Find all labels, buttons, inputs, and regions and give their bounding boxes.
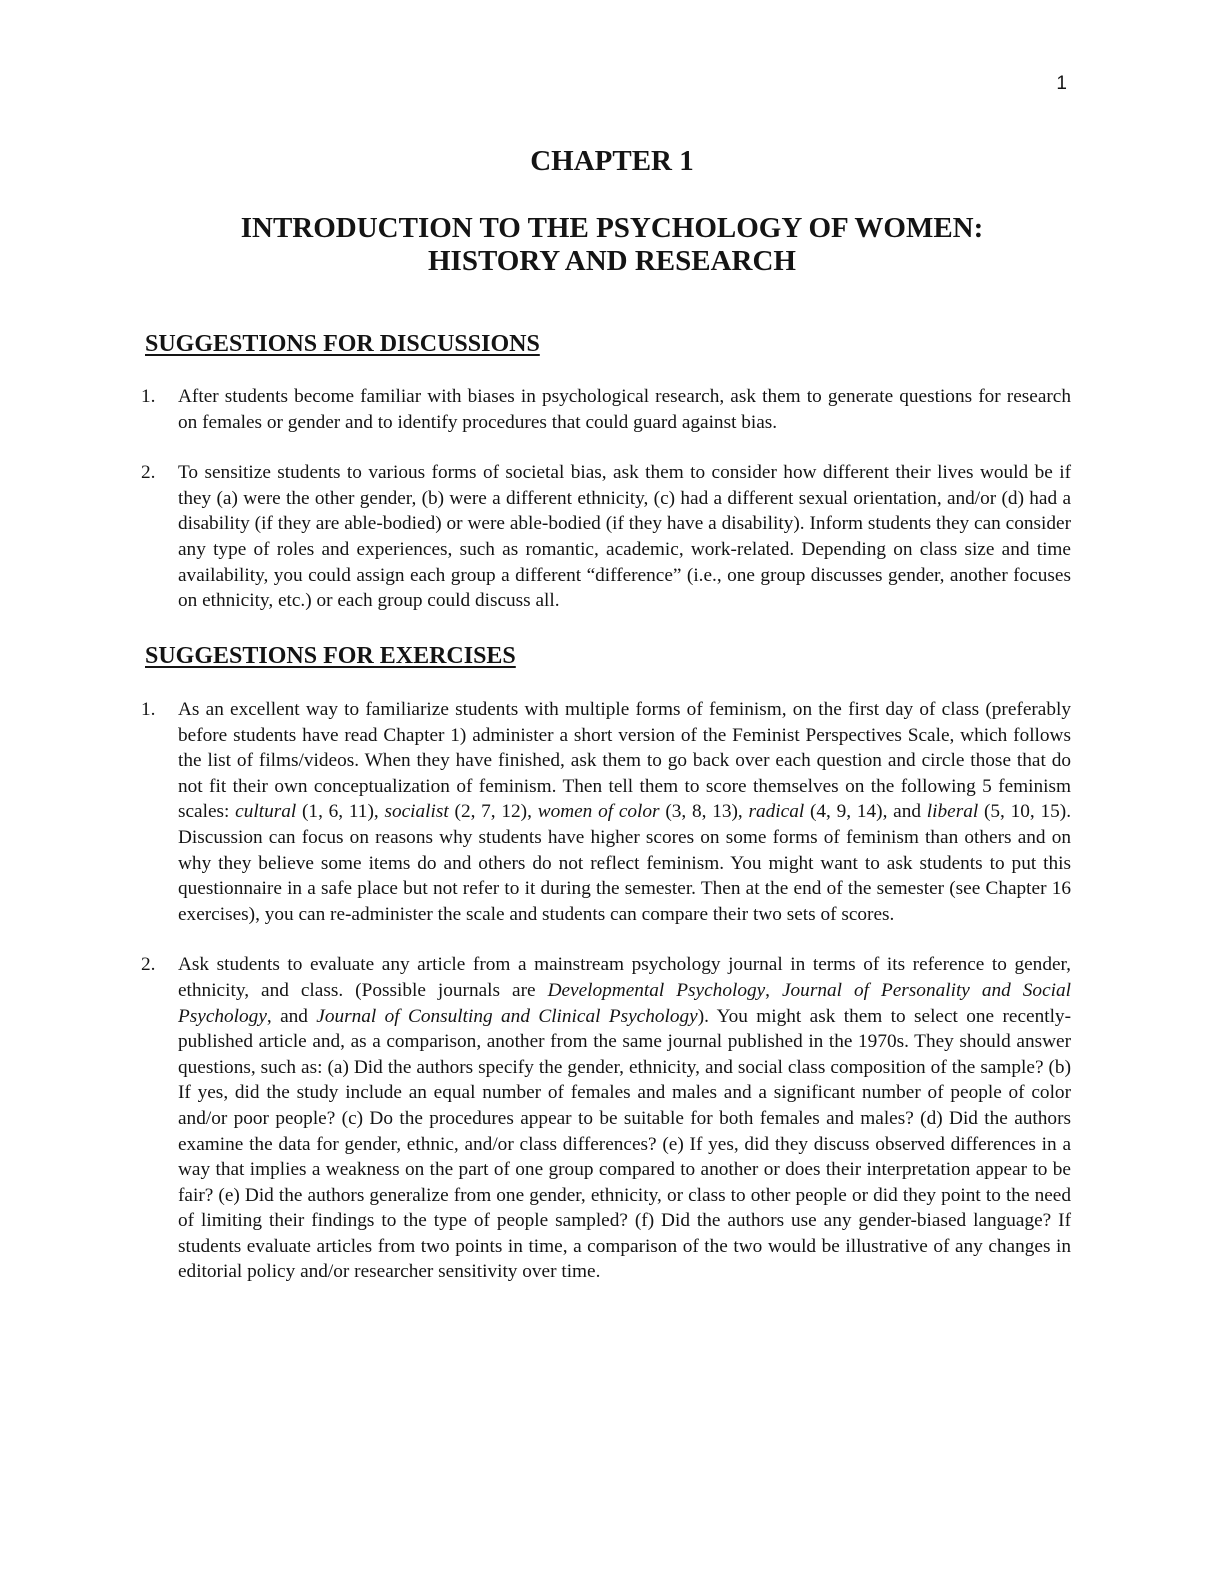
- page-number: 1: [1056, 73, 1067, 94]
- exercises-list: [141, 697, 1071, 1285]
- journal-name: Journal of Personality and Social Psychology: [178, 979, 1071, 1027]
- item-text: Ask students to evaluate any article from a mainstream psychology journal in terms of its reference to gender, ethnicity, and class. (Possible journals are Developmental Psychology, Journal of Personality and Social Psychology, and Journal of Consulting and Clinical Psychology). You might ask them to select one recently-published article and, as a comparison, another from the same journal published in the 1970s. They should answer questions, such as: (a) Did the authors specify the gender, ethnicity, and social class composition of the sample? (b) If yes, did the study include an equal number of females and males and a significant number of people of color and/or poor people? (c) Do the procedures appear to be suitable for both females and males? (d) Did the authors examine the data for gender, ethnic, and/or class differences? (e) If yes, did they discuss observed differences in a way that implies a weakness on the part of one group compared to another or does their interpretation appear to be fair? (e) Did the authors generalize from one gender, ethnicity, or class to other people or did they point to the need of limiting their findings to the type of people sampled? (f) Did the authors use any gender-biased language? If students evaluate articles from two points in time, a comparison of the two would be illustrative of any changes in editorial policy and/or researcher sensitivity over time.: [178, 954, 1071, 1283]
- scale-name: socialist: [384, 801, 449, 823]
- scale-name: women of color: [537, 801, 660, 823]
- scale-name: cultural: [235, 801, 297, 823]
- discussions-list: [141, 384, 1071, 614]
- list-item: [141, 697, 1071, 927]
- item-number: 1.: [141, 386, 156, 407]
- exercises-heading: SUGGESTIONS FOR EXERCISES: [145, 643, 516, 669]
- scale-name: radical: [748, 801, 805, 823]
- item-number: 2.: [141, 462, 156, 484]
- chapter-title: [0, 212, 1224, 278]
- chapter-label: CHAPTER 1: [530, 145, 694, 177]
- scale-name: liberal: [926, 801, 979, 823]
- chapter-title-line-2: HISTORY AND RESEARCH: [427, 245, 796, 277]
- item-text: As an excellent way to familiarize students with multiple forms of feminism, on the first day of class (preferably before students have read Chapter 1) administer a short version of the Feminist Perspectives Scale, which follows the list of films/videos. When they have finished, ask them to go back over each question and circle those that do not fit their own conceptualization of feminism. Then tell them to score themselves on the following 5 feminism scales: cultural (1, 6, 11), socialist (2, 7, 12), women of color (3, 8, 13), radical (4, 9, 14), and liberal (5, 10, 15). Discussion can focus on reasons why students have higher scores on some forms of feminism than others and on why they believe some items do and others do not reflect feminism. You might want to ask students to put this questionnaire in a safe place but not refer to it during the semester. Then at the end of the semester (see Chapter 16 exercises), you can re-administer the scale and students can compare their two sets of scores.: [178, 699, 1072, 925]
- item-text: To sensitize students to various forms of societal bias, ask them to consider how different their lives would be if they (a) were the other gender, (b) were a different ethnicity, (c) had a different sexual orientation, and/or (d) had a disability (if they are able-bodied) or were able-bodied (if they have a disability). Inform students they can consider any type of roles and experiences, such as romantic, academic, work-related. Depending on class size and time availability, you could assign each group a different “difference” (i.e., one group discusses gender, another focuses on ethnicity, etc.) or each group could discuss all.: [178, 462, 1071, 612]
- list-item: [141, 952, 1071, 1285]
- discussions-heading: SUGGESTIONS FOR DISCUSSIONS: [145, 331, 540, 357]
- item-number: 2.: [141, 954, 156, 976]
- journal-name: Journal of Consulting and Clinical Psychology: [316, 1005, 698, 1027]
- chapter-title-line-1: INTRODUCTION TO THE PSYCHOLOGY OF WOMEN:: [240, 212, 984, 244]
- item-text: After students become familiar with biases in psychological research, ask them to generate questions for research on females or gender and to identify procedures that could guard against bias.: [178, 386, 1071, 433]
- journal-name: Developmental Psychology: [547, 979, 766, 1001]
- list-item: [141, 460, 1071, 614]
- list-item: [141, 384, 1071, 435]
- item-number: 1.: [141, 699, 156, 720]
